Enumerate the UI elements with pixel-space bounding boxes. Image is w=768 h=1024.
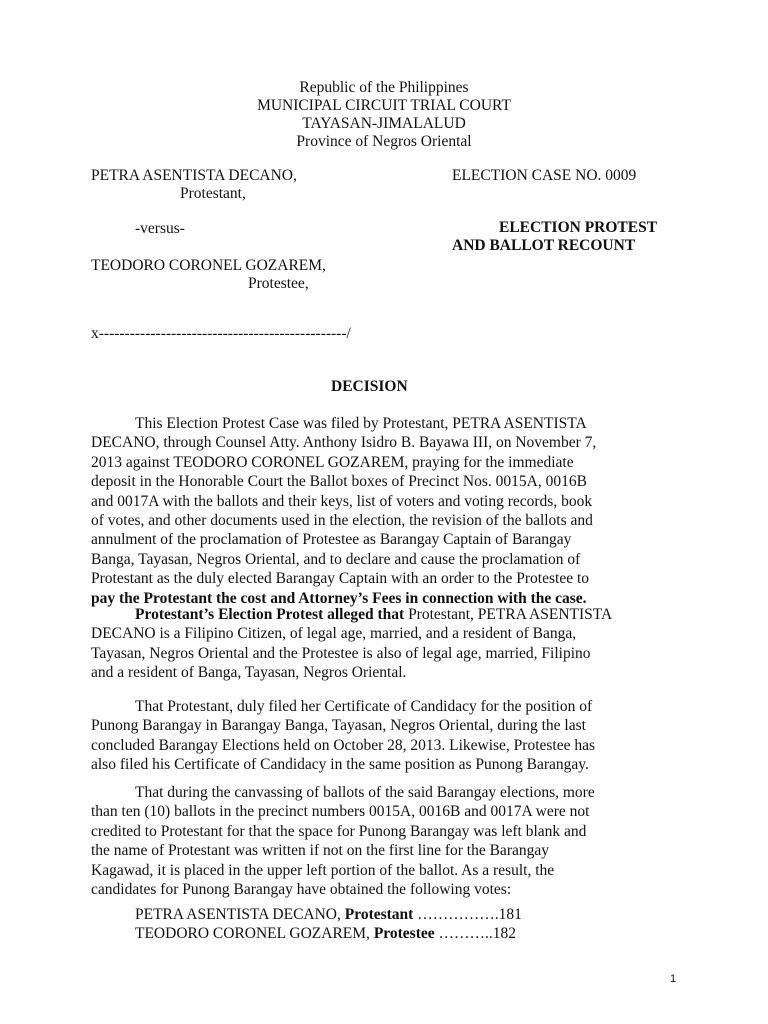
- allegation-lead-rest: Protestant, PETRA ASENTISTA: [404, 606, 613, 623]
- paragraph-canvassing: [91, 783, 671, 899]
- court-name: MUNICIPAL CIRCUIT TRIAL COURT: [257, 97, 511, 114]
- vote-count: 181: [498, 906, 522, 923]
- vote-line-protestee: [135, 925, 516, 943]
- vote-line-protestant: [135, 906, 522, 924]
- paragraph-line: [91, 605, 671, 624]
- vote-count: 182: [492, 925, 516, 942]
- paragraph-line: of votes, and other documents used in the election, the revision of the ballots and: [91, 512, 593, 530]
- paragraph-line: 2013 against TEODORO CORONEL GOZAREM, praying for the immediate: [91, 453, 574, 471]
- court-location: TAYASAN-JIMALALUD: [302, 115, 466, 132]
- document-title: DECISION: [331, 378, 408, 395]
- court-republic-line: Republic of the Philippines: [299, 79, 469, 96]
- leader-dots: ………..: [438, 925, 493, 942]
- paragraph-line: than ten (10) ballots in the precinct numbers 0015A, 0016B and 0017A were not: [91, 803, 590, 821]
- candidate-name: TEODORO CORONEL GOZAREM,: [135, 925, 370, 942]
- paragraph-line: Tayasan, Negros Oriental and the Protestee is also of legal age, married, Filipino: [91, 644, 591, 662]
- protestant-name: PETRA ASENTISTA DECANO,: [91, 167, 297, 184]
- paragraph-filing: [91, 414, 671, 608]
- allegation-lead: Protestant’s Election Protest alleged that: [135, 606, 405, 623]
- caption-separator: x------------------------------------------------/: [91, 325, 351, 342]
- versus-label: -versus-: [135, 220, 185, 237]
- case-number: ELECTION CASE NO. 0009: [452, 167, 637, 184]
- paragraph-line: annulment of the proclamation of Protestee as Barangay Captain of Barangay: [91, 531, 572, 549]
- paragraph-line: Kagawad, it is placed in the upper left portion of the ballot. As a result, the: [91, 861, 555, 879]
- paragraph-line: DECANO, through Counsel Atty. Anthony Isidro B. Bayawa III, on November 7,: [91, 434, 597, 452]
- paragraph-line: This Election Protest Case was filed by Protestant, PETRA ASENTISTA: [135, 415, 587, 432]
- candidate-role: Protestant: [344, 906, 414, 923]
- paragraph-line: deposit in the Honorable Court the Ballot boxes of Precinct Nos. 0015A, 0016B: [91, 473, 587, 491]
- page-number: 1: [670, 973, 677, 985]
- paragraph-line: concluded Barangay Elections held on October 28, 2013. Likewise, Protestee has: [91, 736, 596, 754]
- paragraph-line: Protestant as the duly elected Barangay Captain with an order to the Protestee to: [91, 570, 590, 588]
- paragraph-line: pay the Protestant the cost and Attorney’s Fees in connection with the case.: [91, 589, 587, 607]
- paragraph-allegation: [91, 605, 671, 683]
- protestee-name: TEODORO CORONEL GOZAREM,: [91, 257, 326, 274]
- leader-dots: …………….: [417, 906, 499, 923]
- protestee-role: Protestee,: [248, 275, 309, 292]
- paragraph-line: Punong Barangay in Barangay Banga, Tayasan, Negros Oriental, during the last: [91, 717, 586, 735]
- court-province: Province of Negros Oriental: [296, 133, 472, 150]
- paragraph-candidacy: [91, 697, 671, 775]
- paragraph-line: That Protestant, duly filed her Certificate of Candidacy for the position of: [135, 698, 593, 715]
- paragraph-line: and 0017A with the ballots and their keys, list of voters and voting records, book: [91, 492, 593, 510]
- candidate-role: Protestee: [373, 925, 435, 942]
- candidate-name: PETRA ASENTISTA DECANO,: [135, 906, 341, 923]
- paragraph-line: also filed his Certificate of Candidacy in the same position as Punong Barangay.: [91, 756, 589, 774]
- paragraph-line: the name of Protestant was written if not on the first line for the Barangay: [91, 842, 549, 860]
- paragraph-line: credited to Protestant for that the space for Punong Barangay was left blank and: [91, 822, 587, 840]
- paragraph-line: That during the canvassing of ballots of the said Barangay elections, more: [135, 784, 595, 801]
- case-title-line-2: AND BALLOT RECOUNT: [452, 237, 636, 254]
- case-title-line-1: ELECTION PROTEST: [499, 219, 658, 236]
- paragraph-line: DECANO is a Filipino Citizen, of legal age, married, and a resident of Banga,: [91, 625, 577, 643]
- protestant-role: Protestant,: [180, 185, 246, 202]
- paragraph-line: and a resident of Banga, Tayasan, Negros Oriental.: [91, 664, 407, 682]
- paragraph-line: candidates for Punong Barangay have obtained the following votes:: [91, 881, 512, 899]
- paragraph-line: Banga, Tayasan, Negros Oriental, and to declare and cause the proclamation of: [91, 550, 581, 568]
